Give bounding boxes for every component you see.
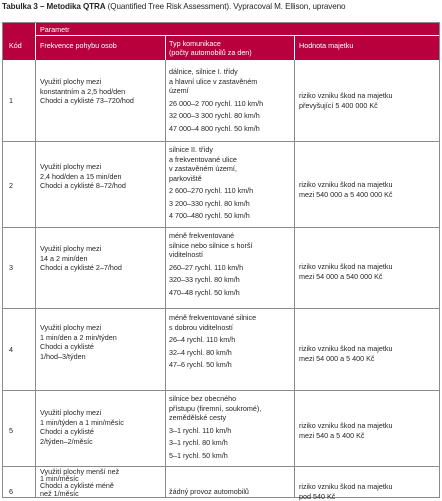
frequency-line: 1/hod–3/týden: [40, 352, 117, 362]
frequency-line: konstantním a 2,5 hod/den: [40, 87, 134, 97]
column-divider: [165, 60, 166, 497]
row-frequency: [40, 77, 134, 106]
road-line: 3 200–330 rychl. 80 km/h: [169, 199, 253, 209]
caption-rest: (Quantified Tree Risk Assessment). Vypracoval M. Ellison, upraveno: [106, 2, 346, 11]
road-line: 3–1 rychl. 80 km/h: [169, 438, 261, 448]
road-line: s dobrou viditelností: [169, 323, 256, 333]
row-divider: [3, 227, 439, 228]
road-line: 26 000–2 700 rychl. 110 km/h: [169, 99, 263, 109]
frequency-line: Využití plochy mezi: [40, 77, 134, 87]
row-frequency: [40, 323, 117, 361]
row-code: 3: [9, 263, 13, 273]
frequency-line: 1 min/den a 2 min/týden: [40, 333, 117, 343]
frequency-line: Využití plochy menší než: [40, 468, 119, 475]
road-line: 32–4 rychl. 80 km/h: [169, 348, 256, 358]
row-property-value: [299, 91, 392, 110]
road-line: silnice bez obecného: [169, 394, 261, 404]
header-kod: [3, 23, 35, 60]
value-line: mezi 540 a 5 400 Kč: [299, 431, 392, 441]
header-parametr-label: Parametr: [40, 25, 70, 34]
frequency-line: Chodci a cyklisté: [40, 342, 117, 352]
row-property-value: [299, 482, 392, 501]
frequency-line: 1 min/týden a 1 min/měsíc: [40, 418, 124, 428]
road-line: 26–4 rychl. 110 km/h: [169, 335, 256, 345]
column-divider: [35, 60, 36, 497]
header-typ-line2: (počty automobilů za den): [169, 48, 252, 57]
row-road-type: [169, 394, 261, 460]
frequency-line: Využití plochy mezi: [40, 323, 117, 333]
row-property-value: [299, 344, 392, 363]
road-line: 470–48 rychl. 50 km/h: [169, 288, 253, 298]
row-divider: [3, 390, 439, 391]
road-line: 47 000–4 800 rychl. 50 km/h: [169, 124, 263, 134]
frequency-line: Využití plochy mezi: [40, 408, 124, 418]
value-line: převyšující 5 400 000 Kč: [299, 101, 392, 111]
value-line: riziko vzniku škod na majetku: [299, 482, 392, 492]
road-line: v zastavěném území,: [169, 164, 253, 174]
value-line: riziko vzniku škod na majetku: [299, 91, 392, 101]
frequency-line: Chodci a cyklisté 2–7/hod: [40, 263, 122, 273]
road-line: a hlavní ulice v zastavěném: [169, 77, 263, 87]
row-code: 2: [9, 181, 13, 191]
frequency-line: Chodci a cyklisté méně: [40, 482, 119, 489]
row-frequency: [40, 244, 122, 273]
row-code: 1: [9, 96, 13, 106]
header-frekvence-label: Frekvence pohybu osob: [40, 41, 117, 50]
frequency-line: Chodci a cyklisté 8–72/hod: [40, 181, 126, 191]
frequency-line: 14 a 2 min/den: [40, 254, 122, 264]
row-road-type: [169, 313, 256, 370]
road-line: 4 700–480 rychl. 50 km/h: [169, 211, 253, 221]
column-divider: [294, 60, 295, 497]
row-divider: [3, 141, 439, 142]
row-road-type: [169, 231, 253, 297]
risk-table: [2, 22, 440, 498]
header-frekvence: [36, 36, 165, 60]
row-road-type: [169, 487, 249, 497]
road-line: viditelností: [169, 250, 253, 260]
frequency-line: Využití plochy mezi: [40, 244, 122, 254]
caption-lead: Tabulka 3 – Metodika QTRA: [2, 2, 106, 11]
header-typ-line1: Typ komunikace: [169, 39, 221, 48]
frequency-line: Využití plochy mezi: [40, 162, 126, 172]
header-divider: [35, 23, 36, 60]
road-line: 2 600–270 rychl. 110 km/h: [169, 186, 253, 196]
frequency-line: než 1/měsíc: [40, 490, 119, 497]
value-line: pod 540 Kč: [299, 492, 392, 501]
row-road-type: [169, 145, 253, 221]
row-property-value: [299, 180, 393, 199]
value-line: mezi 540 000 a 5 400 000 Kč: [299, 190, 393, 200]
road-line: přístupu (firemní, soukromé),: [169, 404, 261, 414]
value-line: riziko vzniku škod na majetku: [299, 421, 392, 431]
row-divider: [3, 308, 439, 309]
road-line: 260–27 rychl. 110 km/h: [169, 263, 253, 273]
row-code: 4: [9, 345, 13, 355]
road-line: silnice II. třídy: [169, 145, 253, 155]
row-frequency: [40, 468, 119, 497]
header-typ-komunikace: [166, 36, 294, 60]
header-divider: [36, 35, 439, 36]
frequency-line: Chodci a cyklisté 73–720/hod: [40, 96, 134, 106]
value-line: mezi 54 000 a 540 000 Kč: [299, 272, 392, 282]
road-line: 3–1 rychl. 110 km/h: [169, 426, 261, 436]
road-line: méně frekventované silnice: [169, 313, 256, 323]
road-line: zemědělské cesty: [169, 413, 261, 423]
road-line: a frekventované ulice: [169, 155, 253, 165]
value-line: riziko vzniku škod na majetku: [299, 344, 392, 354]
header-hodnota-label: Hodnota majetku: [299, 41, 353, 50]
row-code: 5: [9, 426, 13, 436]
road-line: 5–1 rychl. 50 km/h: [169, 451, 261, 461]
value-line: riziko vzniku škod na majetku: [299, 180, 393, 190]
header-parametr: [36, 23, 439, 35]
road-line: dálnice, silnice I. třídy: [169, 67, 263, 77]
road-line: území: [169, 86, 263, 96]
row-frequency: [40, 162, 126, 191]
road-line: parkoviště: [169, 174, 253, 184]
road-line: méně frekventované: [169, 231, 253, 241]
row-property-value: [299, 262, 392, 281]
road-line: 32 000–3 300 rychl. 80 km/h: [169, 111, 263, 121]
header-kod-label: Kód: [9, 41, 22, 50]
value-line: mezi 54 000 a 5 400 Kč: [299, 354, 392, 364]
header-hodnota-majetku: [295, 36, 439, 60]
road-line: silnice nebo silnice s horší: [169, 241, 253, 251]
frequency-line: 1 min/měsíc: [40, 475, 119, 482]
frequency-line: 2/týden–2/měsíc: [40, 437, 124, 447]
header-divider: [294, 36, 295, 60]
frequency-line: Chodci a cyklisté: [40, 427, 124, 437]
road-line: 320–33 rychl. 80 km/h: [169, 275, 253, 285]
value-line: riziko vzniku škod na majetku: [299, 262, 392, 272]
row-frequency: [40, 408, 124, 446]
road-line: žádný provoz automobilů: [169, 487, 249, 497]
road-line: 47–6 rychl. 50 km/h: [169, 360, 256, 370]
table-caption: [2, 1, 440, 13]
row-code: 6: [9, 487, 13, 497]
frequency-line: 2,4 hod/den a 15 min/den: [40, 172, 126, 182]
row-property-value: [299, 421, 392, 440]
header-divider: [165, 36, 166, 60]
row-road-type: [169, 67, 263, 133]
